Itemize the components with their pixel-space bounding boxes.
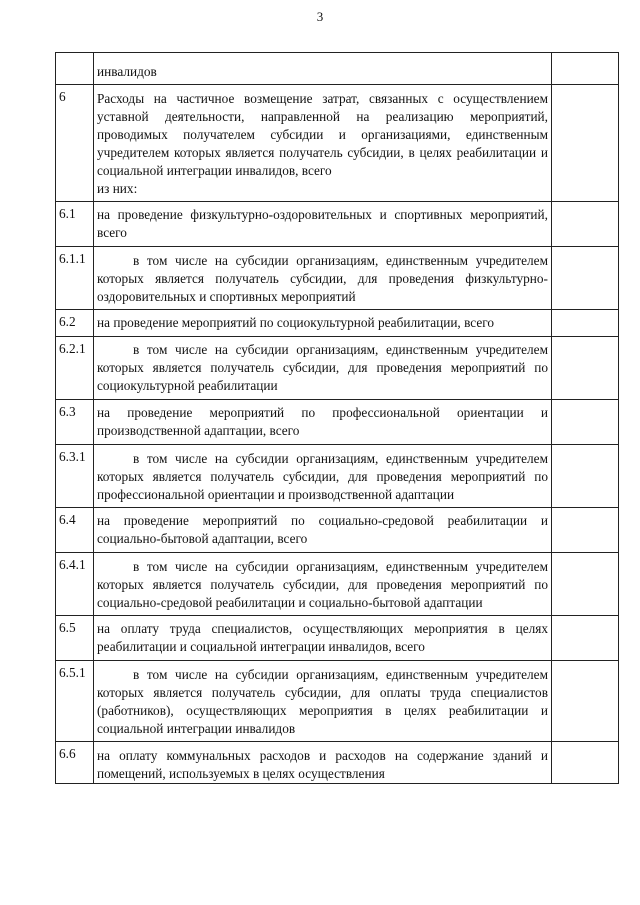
table-row [56, 742, 619, 784]
row-number: 6.1 [56, 202, 94, 247]
row-number: 6.3.1 [56, 445, 94, 508]
value-cell [552, 616, 619, 661]
value-cell [552, 337, 619, 400]
row-text: Расходы на частичное возмещение затрат, связанных с осуществлением уставной деятельности, направленной на реализацию мероприятий, проводимых получателем субсидии и организациями, единственным учредителем которых является получатель субсидии, в целях реабилитации и социальной интеграции инвалидов, всего [97, 91, 548, 178]
table-row [56, 53, 619, 85]
row-text: на проведение мероприятий по социально-средовой реабилитации и социально-бытовой адаптации, всего [94, 508, 552, 553]
row-text: в том числе на субсидии организациям, единственным учредителем которых является получатель субсидии, для проведения мероприятий по профессиональной ориентации и производственной адаптации [94, 445, 552, 508]
row-number: 6.4 [56, 508, 94, 553]
table-row [56, 553, 619, 616]
table-row [56, 337, 619, 400]
value-cell [552, 202, 619, 247]
row-text: инвалидов [94, 53, 552, 85]
table-row [56, 85, 619, 202]
row-number [56, 53, 94, 85]
row-number: 6.3 [56, 400, 94, 445]
value-cell [552, 53, 619, 85]
table-row [56, 247, 619, 310]
value-cell [552, 508, 619, 553]
row-number: 6 [56, 85, 94, 202]
row-text: на проведение мероприятий по профессиональной ориентации и производственной адаптации, всего [94, 400, 552, 445]
value-cell [552, 742, 619, 784]
table-row [56, 661, 619, 742]
value-cell [552, 661, 619, 742]
value-cell [552, 85, 619, 202]
row-number: 6.4.1 [56, 553, 94, 616]
table-row [56, 202, 619, 247]
value-cell [552, 310, 619, 337]
value-cell [552, 445, 619, 508]
table-row [56, 508, 619, 553]
row-text: на оплату коммунальных расходов и расходов на содержание зданий и помещений, используемых в целях осуществления [97, 748, 548, 781]
value-cell [552, 247, 619, 310]
table-row [56, 445, 619, 508]
row-text: в том числе на субсидии организациям, единственным учредителем которых является получатель субсидии, для проведения физкультурно-оздоровительных и спортивных мероприятий [94, 247, 552, 310]
row-text: на проведение физкультурно-оздоровительных и спортивных мероприятий, всего [94, 202, 552, 247]
row-text: на оплату труда специалистов, осуществляющих мероприятия в целях реабилитации и социальной интеграции инвалидов, всего [94, 616, 552, 661]
row-number: 6.1.1 [56, 247, 94, 310]
row-number: 6.5 [56, 616, 94, 661]
row-number: 6.6 [56, 742, 94, 784]
row-subtext: из них: [97, 181, 138, 196]
row-number: 6.5.1 [56, 661, 94, 742]
row-text-cell [94, 742, 552, 784]
row-text: в том числе на субсидии организациям, единственным учредителем которых является получатель субсидии, для проведения мероприятий по социокультурной реабилитации [94, 337, 552, 400]
value-cell [552, 400, 619, 445]
row-text: в том числе на субсидии организациям, единственным учредителем которых является получатель субсидии, для оплаты труда специалистов (работников), осуществляющих мероприятия в целях реабилитации и социальной интеграции инвалидов [94, 661, 552, 742]
table-row [56, 400, 619, 445]
row-text-cell [94, 85, 552, 202]
row-number: 6.2.1 [56, 337, 94, 400]
table-row [56, 616, 619, 661]
table-row [56, 310, 619, 337]
budget-table [55, 52, 619, 784]
page-number: 3 [316, 9, 324, 24]
value-cell [552, 553, 619, 616]
row-number: 6.2 [56, 310, 94, 337]
row-text: в том числе на субсидии организациям, единственным учредителем которых является получатель субсидии, для проведения мероприятий по социально-средовой реабилитации и социально-бытовой адаптации [94, 553, 552, 616]
row-text: на проведение мероприятий по социокультурной реабилитации, всего [94, 310, 552, 337]
